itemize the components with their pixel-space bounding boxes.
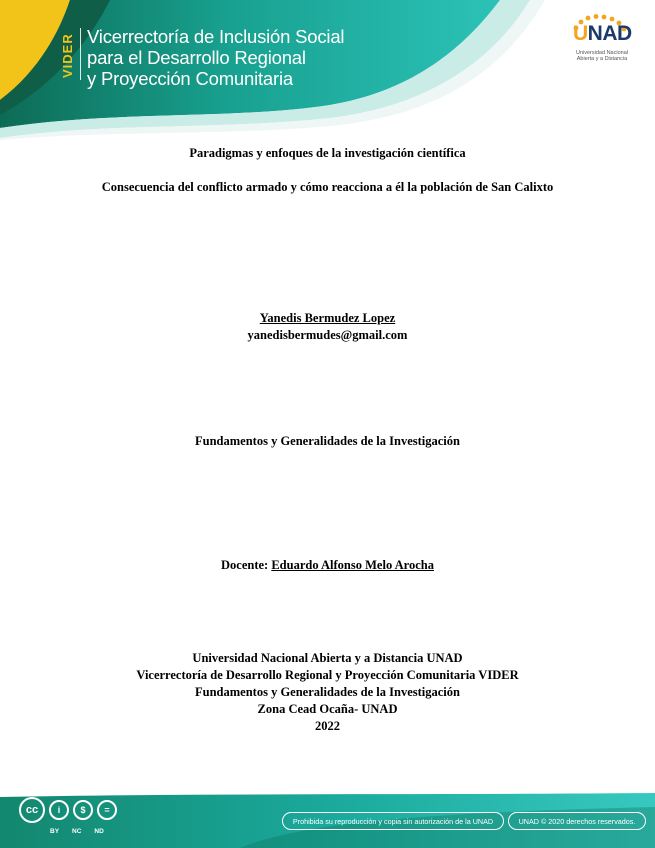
cc-labels bbox=[50, 828, 104, 835]
cc-icon: cc bbox=[19, 797, 45, 823]
unad-logo bbox=[573, 22, 632, 46]
vider-title-line-2: para el Desarrollo Regional bbox=[87, 47, 306, 68]
unad-logo-u: U bbox=[573, 22, 588, 45]
header-banner bbox=[0, 0, 655, 140]
teacher-label: Docente: bbox=[221, 558, 272, 572]
institution-line-3: Fundamentos y Generalidades de la Investigación bbox=[195, 685, 460, 699]
by-icon: i bbox=[49, 800, 69, 820]
year: 2022 bbox=[315, 719, 340, 733]
vider-vertical-label: VIDER bbox=[60, 33, 75, 78]
nd-icon: = bbox=[97, 800, 117, 820]
nc-icon: $ bbox=[73, 800, 93, 820]
author-name: Yanedis Bermudez Lopez bbox=[259, 311, 396, 325]
author-email: yanedisbermudes@gmail.com bbox=[247, 328, 408, 342]
cc-label-by: BY bbox=[50, 828, 60, 835]
work-title: Consecuencia del conflicto armado y cómo reacciona a él la población de San Calixto bbox=[101, 180, 554, 194]
reproduction-notice: Prohibida su reproducción y copia sin autorización de la UNAD bbox=[282, 812, 504, 830]
teacher-name: Eduardo Alfonso Melo Arocha bbox=[271, 558, 434, 572]
rights-notice: UNAD © 2020 derechos reservados. bbox=[508, 812, 646, 830]
course-name: Fundamentos y Generalidades de la Investigación bbox=[195, 434, 460, 448]
institution-line-2: Vicerrectoría de Desarrollo Regional y Proyección Comunitaria VIDER bbox=[136, 668, 519, 682]
institution-line-4: Zona Cead Ocaña- UNAD bbox=[257, 702, 398, 716]
unad-logo-subtitle: Universidad Nacional Abierta y a Distancia bbox=[576, 50, 628, 62]
header-divider bbox=[80, 28, 81, 80]
creative-commons-badges bbox=[19, 800, 117, 823]
teacher-line bbox=[0, 558, 655, 573]
vider-title-line-3: y Proyección Comunitaria bbox=[87, 68, 293, 89]
subject-title: Paradigmas y enfoques de la investigación científica bbox=[189, 146, 466, 160]
cc-label-nd: ND bbox=[94, 828, 104, 835]
vider-title bbox=[87, 26, 344, 89]
institution-line-1: Universidad Nacional Abierta y a Distancia UNAD bbox=[192, 651, 463, 665]
cc-label-nc: NC bbox=[72, 828, 82, 835]
unad-logo-nad: NAD bbox=[587, 22, 632, 45]
vider-title-line-1: Vicerrectoría de Inclusión Social bbox=[87, 26, 345, 47]
